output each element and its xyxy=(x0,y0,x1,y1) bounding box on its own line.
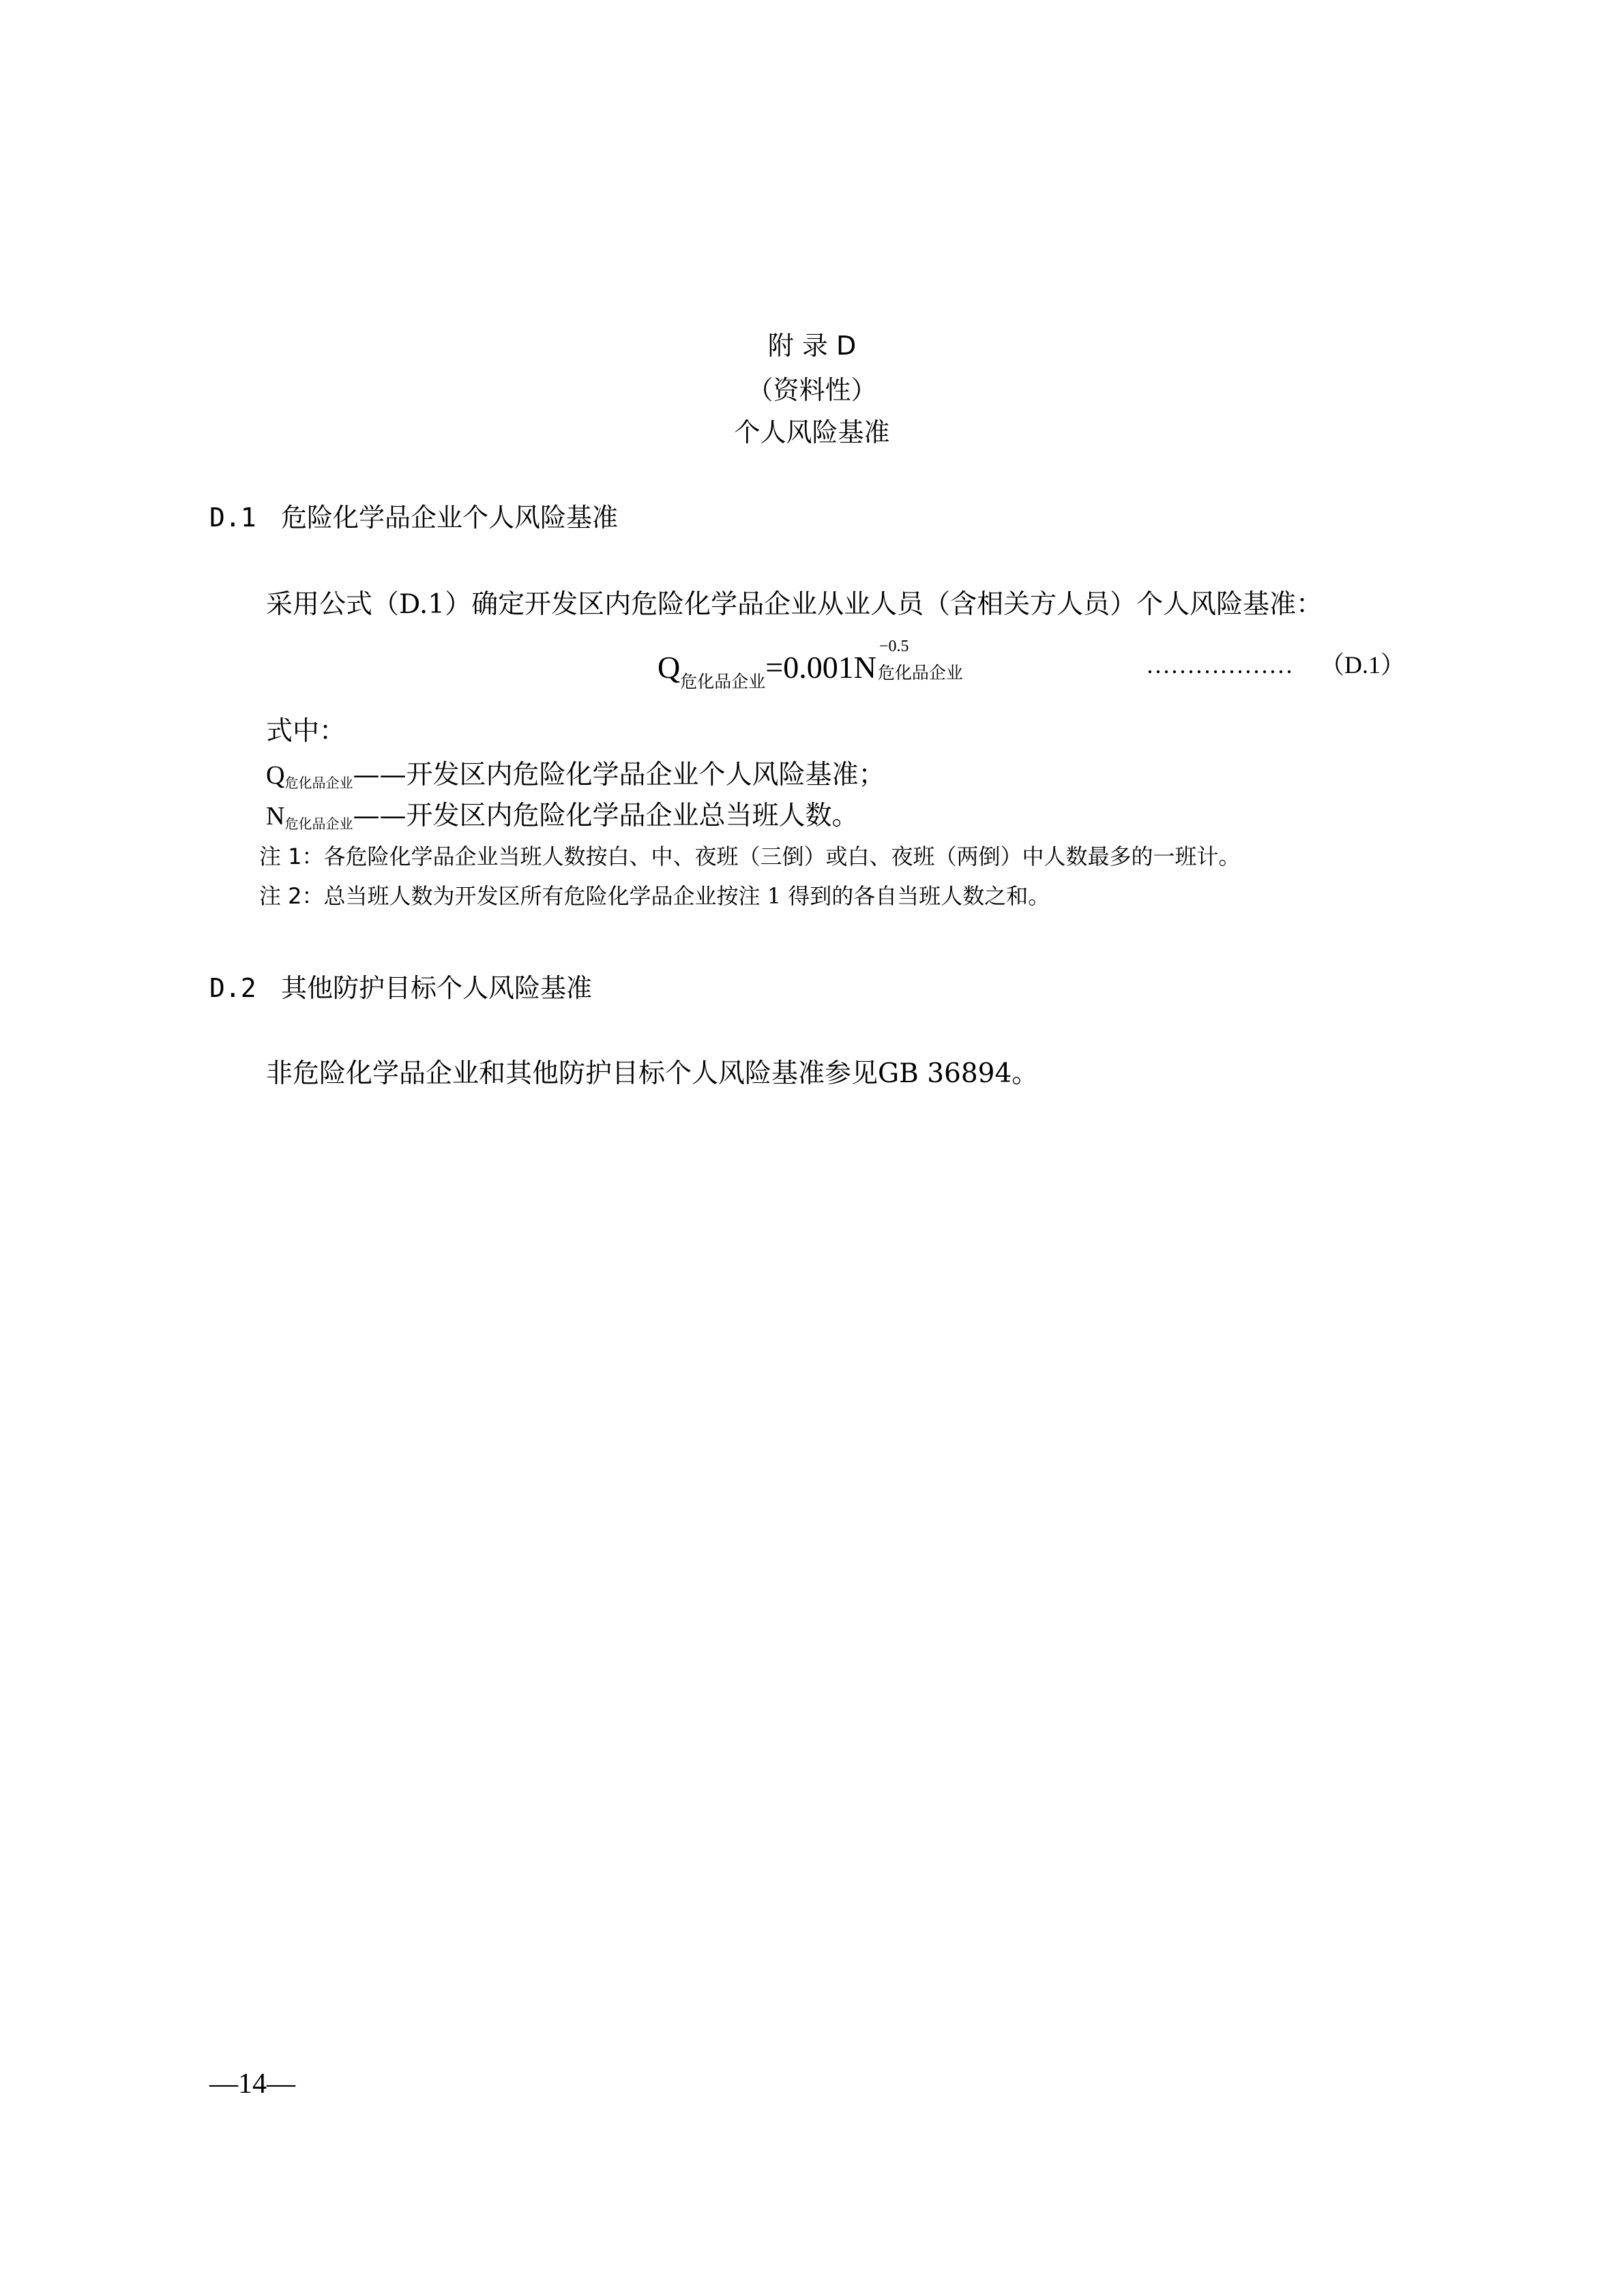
note-2-label: 注 2： xyxy=(259,883,324,909)
note-2 xyxy=(259,885,1050,907)
definition-q xyxy=(266,760,885,791)
note-1-label: 注 1： xyxy=(259,844,324,869)
definition-q-symbol: Q xyxy=(266,761,285,790)
where-label: 式中： xyxy=(266,716,346,747)
note-2-text: 总当班人数为开发区所有危险化学品企业按注 1 得到的各自当班人数之和。 xyxy=(323,883,1050,909)
definition-q-subscript: 危化品企业 xyxy=(284,775,353,791)
appendix-nature: （资料性） xyxy=(747,375,877,405)
note-1-text: 各危险化学品企业当班人数按白、中、夜班（三倒）或白、夜班（两倒）中人数最多的一班计。 xyxy=(323,844,1241,869)
section-d2-body: 非危险化学品企业和其他防护目标个人风险基准参见GB 36894。 xyxy=(266,1058,1039,1089)
note-1 xyxy=(259,846,1241,867)
definition-n-subscript: 危化品企业 xyxy=(284,816,353,832)
formula-lhs-symbol: Q xyxy=(658,650,681,685)
section-d2-number: D.2 xyxy=(209,973,256,1003)
formula-leader-dots: ……………… xyxy=(1146,651,1293,679)
section-d1-number: D.1 xyxy=(209,503,256,533)
section-d2-title: 其他防护目标个人风险基准 xyxy=(281,973,593,1003)
formula-d1 xyxy=(658,638,979,691)
section-d1-heading xyxy=(209,505,618,531)
formula-rhs-superscript: −0.5 xyxy=(879,638,909,655)
formula-lhs-subscript: 危化品企业 xyxy=(680,672,766,691)
formula-equation-number: （D.1） xyxy=(1320,651,1405,679)
appendix-title: 个人风险基准 xyxy=(734,417,890,447)
formula-rhs-scripts xyxy=(876,638,979,683)
formula-rhs-subscript: 危化品企业 xyxy=(877,663,963,683)
definition-q-text: ——开发区内危险化学品企业个人风险基准； xyxy=(353,760,885,790)
page-number: —14— xyxy=(209,2068,295,2100)
section-d1-intro: 采用公式（D.1）确定开发区内危险化学品企业从业人员（含相关方人员）个人风险基准： xyxy=(266,589,1323,620)
definition-n xyxy=(266,801,859,832)
formula-equals: =0.001N xyxy=(765,650,876,685)
definition-n-text: ——开发区内危险化学品企业总当班人数。 xyxy=(353,801,859,831)
definition-n-symbol: N xyxy=(266,802,285,831)
appendix-label: 附 录 D xyxy=(767,331,857,361)
section-d2-heading xyxy=(209,975,592,1001)
section-d1-title: 危险化学品企业个人风险基准 xyxy=(281,503,619,533)
